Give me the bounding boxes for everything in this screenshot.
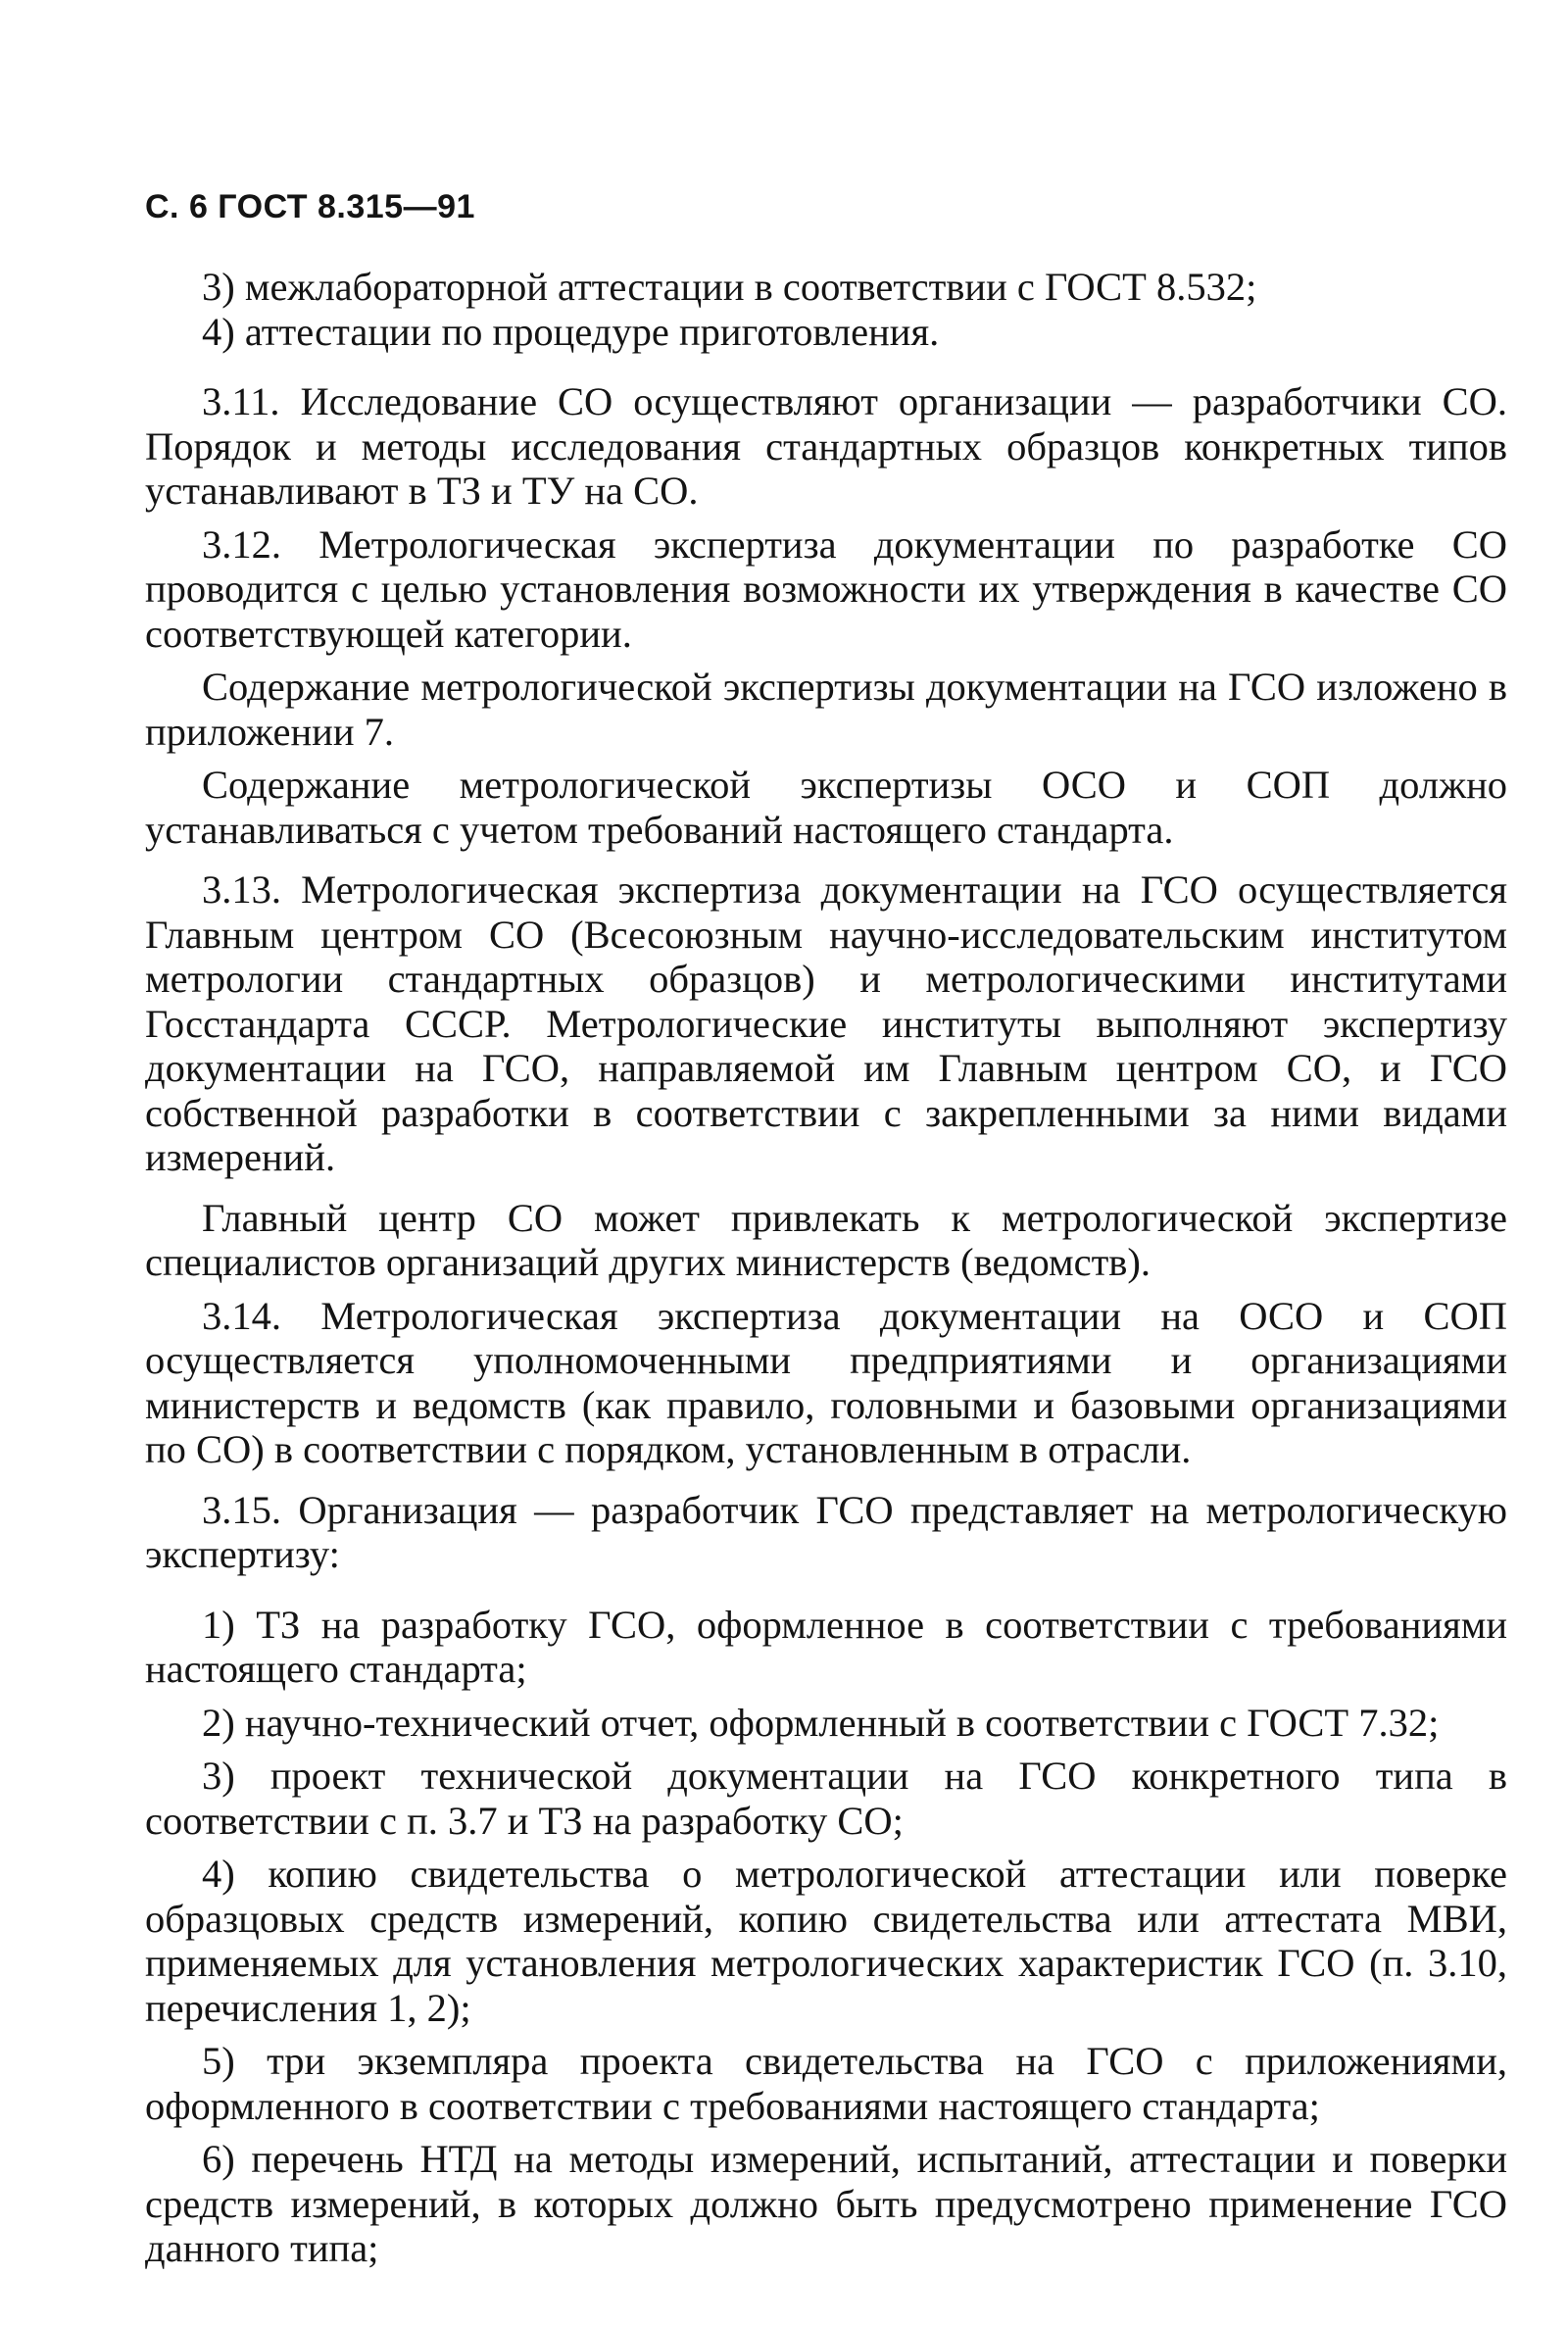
list-item-6-ntd: 6) перечень НТД на методы измерений, испытаний, аттестации и поверки средств измерений, в которых должно быть предусмотрено применение ГСО данного типа; [145,2137,1507,2270]
list-item-4-certificates: 4) копию свидетельства о метрологической аттестации или поверке образцовых средств измерений, копию свидетельства или аттестата МВИ, применяемых для установления метрологических характеристик ГСО (п. 3.10, перечисления 1, 2); [145,1852,1507,2030]
list-item-4: 4) аттестации по процедуре приготовления. [202,309,940,354]
paragraph-main-center: Главный центр СО может привлекать к метрологической экспертизе специалистов организаций других министерств (ведомств). [145,1195,1507,1284]
clause-3-13: 3.13. Метрологическая экспертиза документации на ГСО осуществляется Главным центром СО (Всесоюзным научно-исследовательским институтом метрологии стандартных образцов) и метрологическими институтами Госстандарта СССР. Метрологические институты выполняют экспертизу документации на ГСО, направляемой им Главным центром СО, и ГСО собственной разработки в соответствии с закрепленными за ними видами измерений. [145,867,1507,1179]
page-header: С. 6 ГОСТ 8.315—91 [145,188,475,225]
document-body [145,265,1507,2271]
list-item-5-copies: 5) три экземпляра проекта свидетельства на ГСО с приложениями, оформленного в соответствии с требованиями настоящего стандарта; [145,2039,1507,2128]
list-item-1: 1) ТЗ на разработку ГСО, оформленное в соответствии с требованиями настоящего стандарта; [145,1602,1507,1691]
clause-3-12: 3.12. Метрологическая экспертиза документации по разработке СО проводится с целью установления возможности их утверждения в качестве СО соответствующей категории. [145,521,1507,656]
clause-3-11: 3.11. Исследование СО осуществляют организации — разработчики СО. Порядок и методы исследования стандартных образцов конкретных типов устанавливают в ТЗ и ТУ на СО. [145,379,1507,513]
clause-3-15: 3.15. Организация — разработчик ГСО представляет на метрологическую экспертизу: [145,1487,1507,1576]
paragraph-content-gso: Содержание метрологической экспертизы документации на ГСО изложено в приложении 7. [145,665,1507,754]
list-item-2: 2) научно-технический отчет, оформленный в соответствии с ГОСТ 7.32; [202,1700,1440,1745]
paragraph-content-oso-sop: Содержание метрологической экспертизы ОСО и СОП должно устанавливаться с учетом требований настоящего стандарта. [145,763,1507,852]
list-item-3-project: 3) проект технической документации на ГСО конкретного типа в соответствии с п. 3.7 и ТЗ на разработку СО; [145,1754,1507,1843]
list-item-3: 3) межлабораторной аттестации в соответствии с ГОСТ 8.532; [202,265,1257,309]
clause-3-14: 3.14. Метрологическая экспертиза документации на ОСО и СОП осуществляется уполномоченными предприятиями и организациями министерств и ведомств (как правило, головными и базовыми организациями по СО) в соответствии с порядком, установленным в отрасли. [145,1293,1507,1471]
